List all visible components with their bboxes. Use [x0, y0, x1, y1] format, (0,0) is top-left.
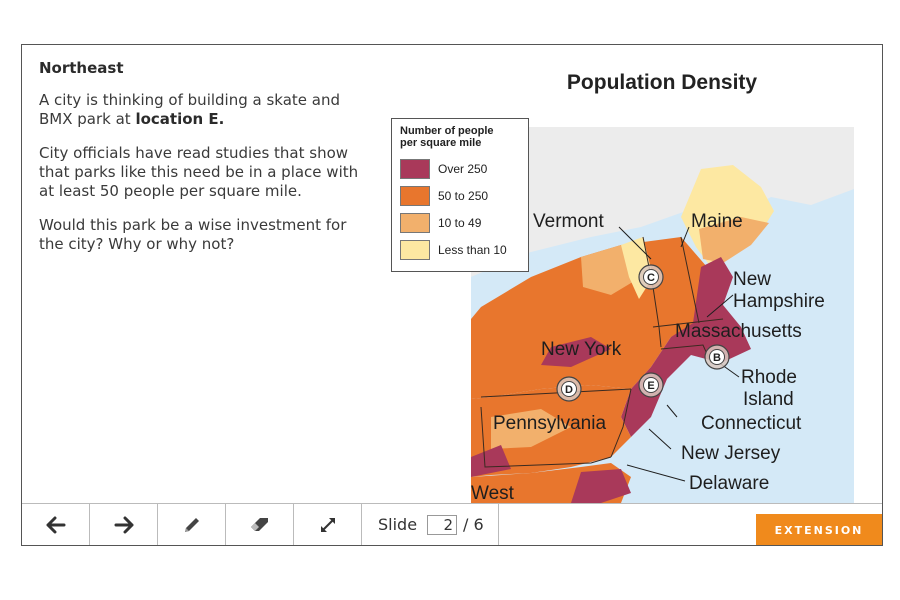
marker-c[interactable] — [639, 265, 663, 289]
slide-toolbar — [22, 503, 882, 545]
label-new-jersey: New Jersey — [681, 443, 781, 464]
slide-number-input[interactable] — [427, 515, 457, 535]
marker-d[interactable] — [557, 377, 581, 401]
map-legend — [391, 118, 529, 272]
panel-heading: Northeast — [39, 59, 124, 77]
slide-counter — [362, 504, 499, 545]
marker-e-label: E — [647, 380, 655, 392]
legend-label: Over 250 — [438, 161, 488, 176]
prompt-paragraph-1 — [39, 91, 359, 129]
label-pennsylvania: Pennsylvania — [493, 413, 607, 434]
marker-d-label: D — [565, 384, 573, 396]
legend-item — [400, 155, 520, 182]
legend-item — [400, 182, 520, 209]
marker-c-label: C — [647, 272, 655, 284]
legend-swatch-over-250 — [400, 159, 430, 179]
prompt-paragraph-2: City officials have read studies that show that parks like this need be in a place with at least 50 people per square mile. — [39, 144, 359, 200]
legend-title-line-2: per square mile — [400, 137, 482, 149]
marker-b-label: B — [713, 352, 721, 364]
map-title: Population Density — [566, 71, 758, 94]
legend-title-line-1: Number of people — [400, 125, 494, 137]
legend-swatch-50-to-250 — [400, 186, 430, 206]
label-west: West — [471, 483, 514, 503]
legend-label: Less than 10 — [438, 242, 507, 257]
label-new-hampshire-1: New — [733, 269, 772, 290]
prompt-paragraph-3: Would this park be a wise investment for the city? Why or why not? — [39, 216, 347, 253]
arrow-right-icon — [114, 516, 134, 534]
label-delaware: Delaware — [689, 473, 770, 494]
back-button[interactable] — [22, 504, 90, 545]
pencil-icon — [182, 515, 202, 535]
location-emphasis: location E. — [135, 110, 225, 128]
label-rhode-island-1: Rhode — [741, 367, 797, 388]
forward-button[interactable] — [90, 504, 158, 545]
pencil-button[interactable] — [158, 504, 226, 545]
slide-label: Slide — [378, 515, 418, 534]
legend-item — [400, 209, 520, 236]
legend-label: 50 to 250 — [438, 188, 489, 203]
fullscreen-button[interactable] — [294, 504, 362, 545]
text-panel — [39, 59, 359, 269]
legend-swatch-10-to-49 — [400, 213, 430, 233]
eraser-icon — [249, 516, 271, 534]
slide-total: / 6 — [463, 515, 484, 534]
slide-frame — [21, 44, 883, 546]
label-vermont: Vermont — [533, 211, 604, 232]
prompt-paragraph-1-text: A city is thinking of building a skate and BMX park at — [39, 91, 340, 128]
label-connecticut: Connecticut — [701, 413, 802, 434]
label-new-york: New York — [541, 339, 622, 360]
eraser-button[interactable] — [226, 504, 294, 545]
arrow-left-icon — [46, 516, 66, 534]
legend-title — [400, 125, 520, 149]
marker-e[interactable] — [639, 373, 663, 397]
label-new-hampshire-2: Hampshire — [733, 291, 825, 312]
label-rhode-island-2: Island — [743, 389, 794, 410]
legend-swatch-less-than-10 — [400, 240, 430, 260]
label-maine: Maine — [691, 211, 743, 232]
legend-label: 10 to 49 — [438, 215, 482, 230]
label-massachusetts: Massachusetts — [675, 321, 802, 342]
expand-icon — [318, 515, 338, 535]
legend-item — [400, 236, 520, 263]
marker-b[interactable] — [705, 345, 729, 369]
extension-button[interactable]: EXTENSION — [756, 514, 882, 546]
